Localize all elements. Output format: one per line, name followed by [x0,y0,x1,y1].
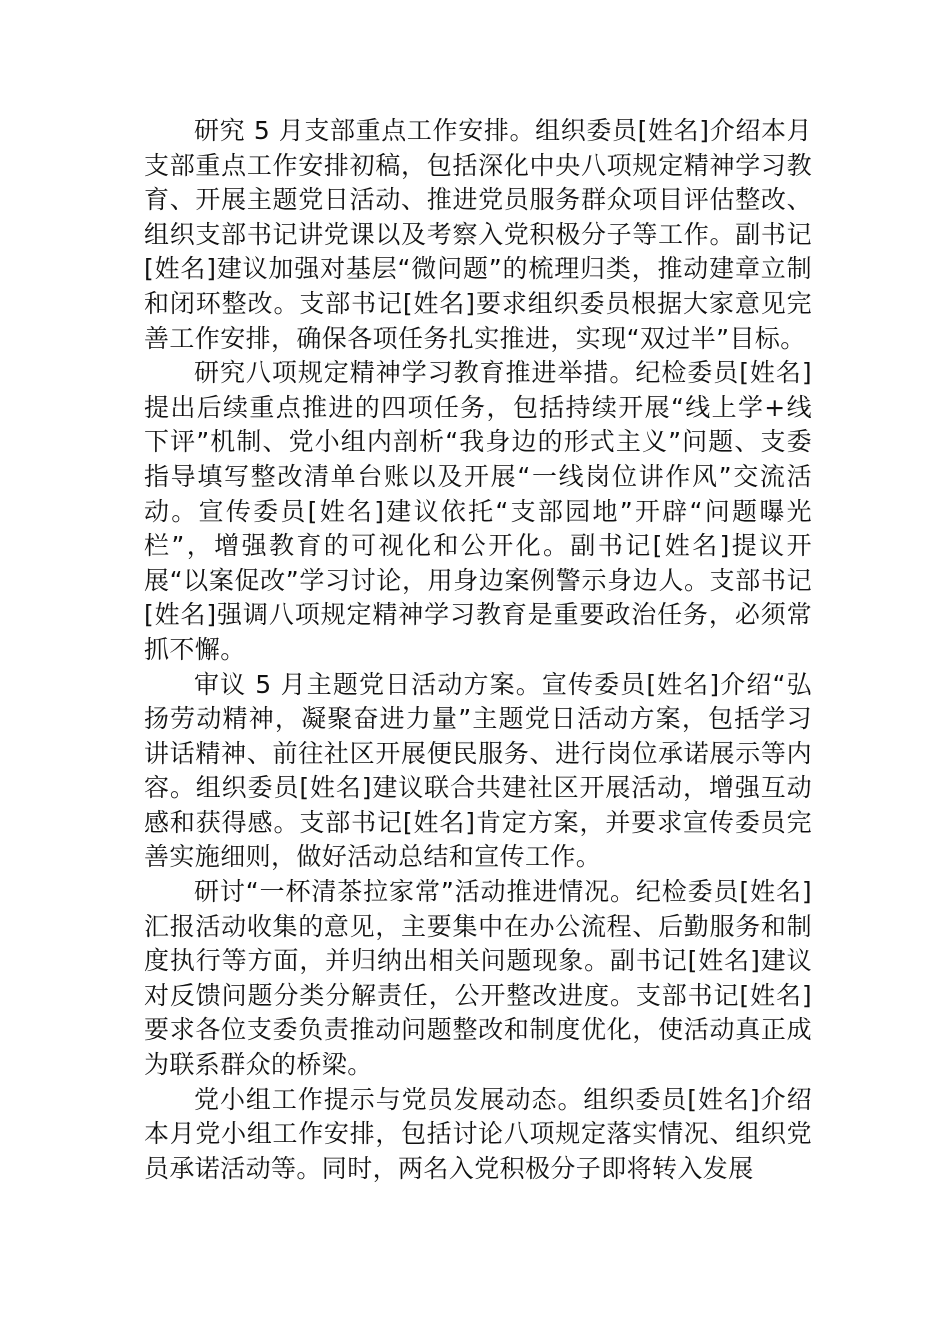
paragraph-eight-rules-measures: 研究八项规定精神学习教育推进举措。纪检委员[姓名]提出后续重点推进的四项任务，包括持续开展“线上学+线下评”机制、党小组内剖析“我身边的形式主义”问题、支委指导填写整改清单台账以及开展“一线岗位讲作风”交流活动。宣传委员[姓名]建议依托“支部园地”开辟“问题曝光栏”，增强教育的可视化和公开化。副书记[姓名]提议开展“以案促改”学习讨论，用身边案例警示身边人。支部书记[姓名]强调八项规定精神学习教育是重要政治任务，必须常抓不懈。 [144,358,812,664]
paragraph-tea-chat-activity: 研讨“一杯清茶拉家常”活动推进情况。纪检委员[姓名]汇报活动收集的意见，主要集中在办公流程、后勤服务和制度执行等方面，并归纳出相关问题现象。副书记[姓名]建议对反馈问题分类分解责任，公开整改进度。支部书记[姓名]要求各位支委负责推动问题整改和制度优化，使活动真正成为联系群众的桥梁。 [144,877,812,1080]
paragraph-party-group-work: 党小组工作提示与党员发展动态。组织委员[姓名]介绍本月党小组工作安排，包括讨论八项规定落实情况、组织党员承诺活动等。同时，两名入党积极分子即将转入发展 [144,1084,812,1183]
paragraph-party-day-plan: 审议 5 月主题党日活动方案。宣传委员[姓名]介绍“弘扬劳动精神，凝聚奋进力量”主题党日活动方案，包括学习讲话精神、前往社区开展便民服务、进行岗位承诺展示等内容。组织委员[姓名]建议联合共建社区开展活动，增强互动感和获得感。支部书记[姓名]肯定方案，并要求宣传委员完善实施细则，做好活动总结和宣传工作。 [144,669,812,872]
document-body [144,114,812,1186]
paragraph-may-work-plan: 研究 5 月支部重点工作安排。组织委员[姓名]介绍本月支部重点工作安排初稿，包括深化中央八项规定精神学习教育、开展主题党日活动、推进党员服务群众项目评估整改、组织支部书记讲党课以及考察入党积极分子等工作。副书记[姓名]建议加强对基层“微问题”的梳理归类，推动建章立制和闭环整改。支部书记[姓名]要求组织委员根据大家意见完善工作安排，确保各项任务扎实推进，实现“双过半”目标。 [144,116,812,353]
